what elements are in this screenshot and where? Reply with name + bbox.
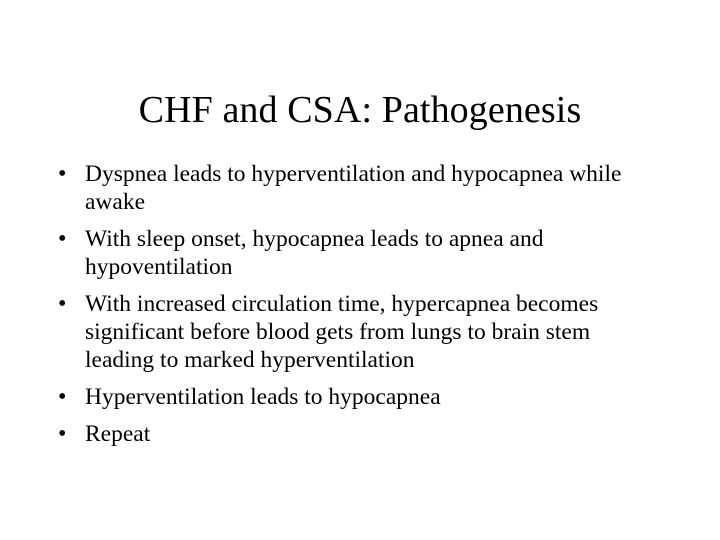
list-item [58,290,670,374]
list-item [58,383,670,411]
list-item [58,420,670,448]
bullet-point-icon: • [58,421,67,447]
bullet-point-icon: • [58,161,67,187]
list-item [58,160,670,216]
bullet-point-icon: • [58,384,67,410]
bullet-point-icon: • [58,291,67,317]
bullet-list [58,160,670,448]
list-item-text: Dyspnea leads to hyperventilation and hypocapnea while awake [85,161,622,215]
list-item [58,225,670,281]
list-item-text: Repeat [85,421,151,447]
list-item-text: Hyperventilation leads to hypocapnea [85,384,441,410]
list-item-text: With increased circulation time, hypercapnea becomes significant before blood gets from lungs to brain stem leading to marked hyperventilation [85,291,599,373]
list-item-text: With sleep onset, hypocapnea leads to apnea and hypoventilation [85,226,544,280]
bullet-point-icon: • [58,226,67,252]
page-title: CHF and CSA: Pathogenesis [138,89,582,132]
